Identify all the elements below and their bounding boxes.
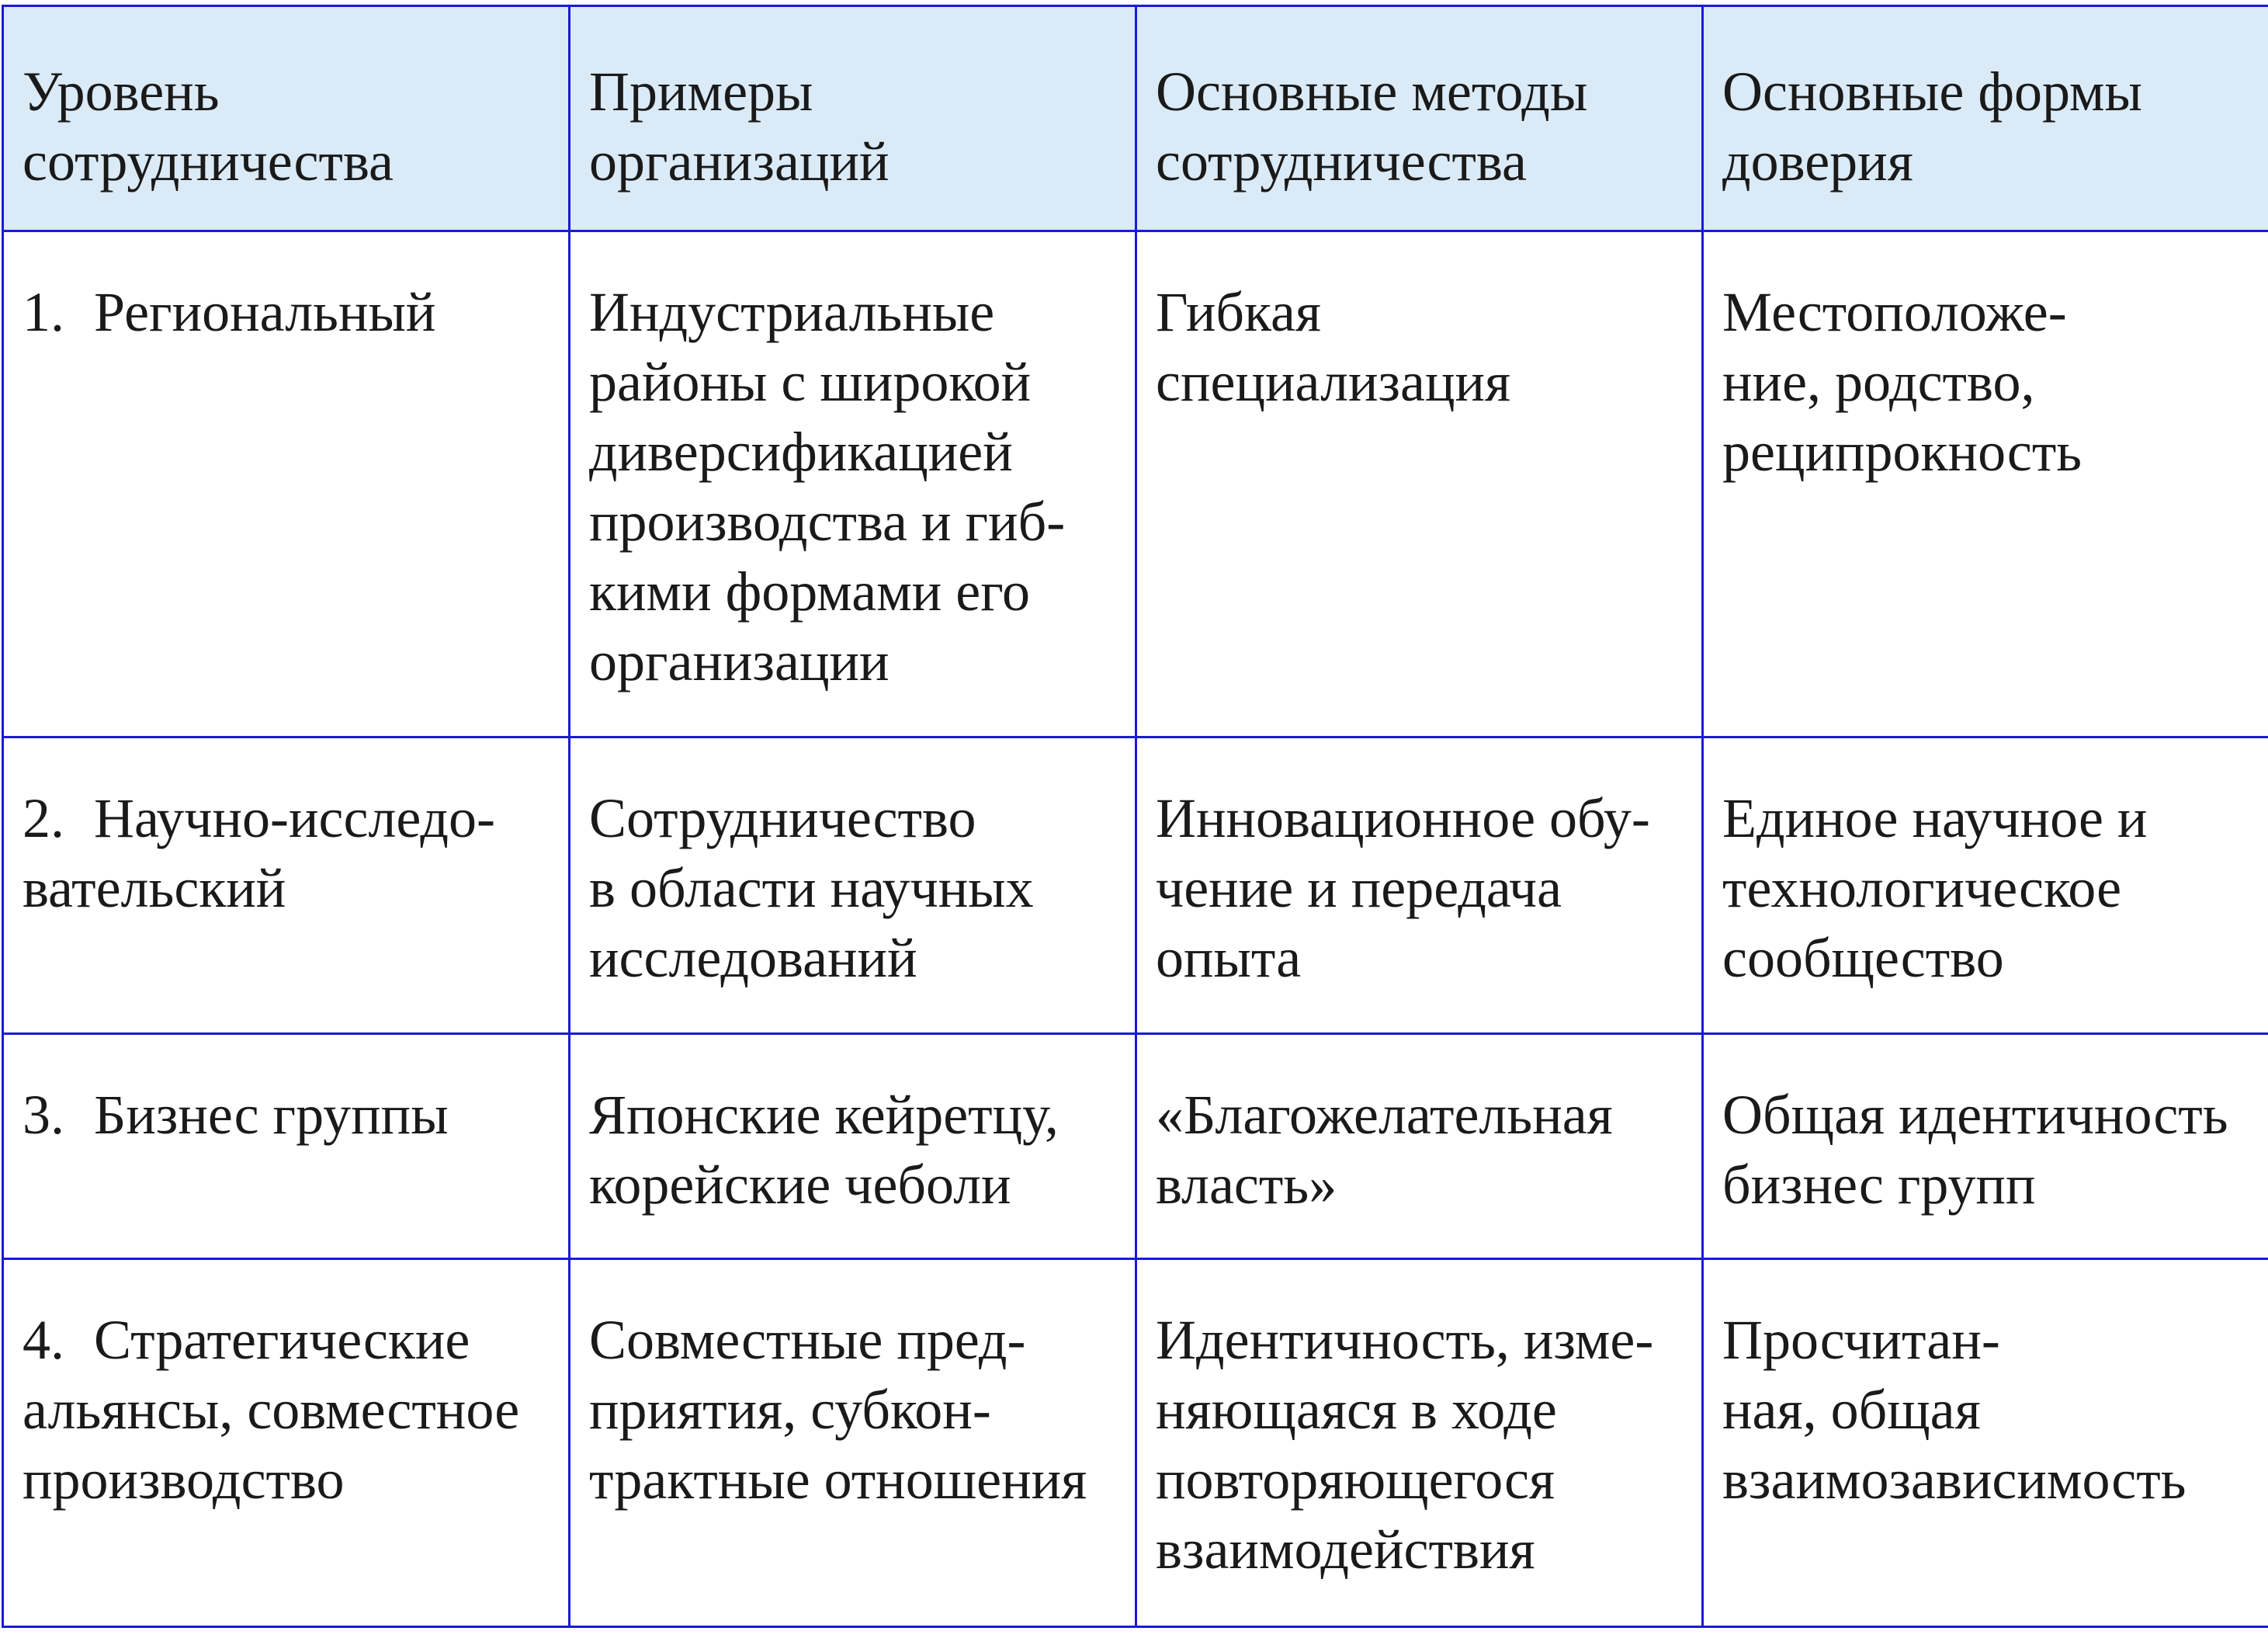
- cell-examples: Сотрудничество в области научных исследований: [570, 737, 1136, 1034]
- cell-trust: Единое научное и технологическое сообщество: [1703, 737, 2268, 1034]
- row-number: 3.: [23, 1084, 64, 1146]
- level-label: Региональный: [94, 281, 436, 343]
- header-organization-examples: Примеры организаций: [570, 6, 1136, 231]
- cell-examples: Индустриальные районы с широкой диверсификацией производства и гиб- кими формами его организации: [570, 231, 1136, 737]
- cooperation-levels-table: [2, 5, 2268, 1628]
- cell-methods: Идентичность, изме- няющаяся в ходе повторяющегося взаимодействия: [1136, 1259, 1703, 1627]
- level-label: Бизнес группы: [94, 1084, 449, 1146]
- table-row: [3, 231, 2268, 737]
- cell-examples: Совместные пред- приятия, субкон- трактные отношения: [570, 1259, 1136, 1627]
- cell-trust: Общая идентичность бизнес групп: [1703, 1034, 2268, 1259]
- table-row: [3, 1259, 2268, 1627]
- cell-methods: Гибкая специализация: [1136, 231, 1703, 737]
- cell-level: [3, 1259, 570, 1627]
- row-number: 2.: [23, 787, 64, 849]
- cell-trust: Просчитан- ная, общая взаимозависимость: [1703, 1259, 2268, 1627]
- cell-level: [3, 231, 570, 737]
- header-cooperation-methods: Основные методы сотрудничества: [1136, 6, 1703, 231]
- level-label: Научно-исследо- вательский: [23, 787, 496, 919]
- header-cooperation-level: Уровень сотрудничества: [3, 6, 570, 231]
- cell-methods: «Благожелательная власть»: [1136, 1034, 1703, 1259]
- header-trust-forms: Основные формы доверия: [1703, 6, 2268, 231]
- cell-level: [3, 1034, 570, 1259]
- level-label: Стратегические альянсы, совместное производство: [23, 1309, 520, 1511]
- cell-level: [3, 737, 570, 1034]
- row-number: 1.: [23, 281, 64, 343]
- cell-trust: Местоположе- ние, родство, реципрокность: [1703, 231, 2268, 737]
- table-row: [3, 737, 2268, 1034]
- table-row: [3, 1034, 2268, 1259]
- row-number: 4.: [23, 1309, 64, 1371]
- cell-methods: Инновационное обу- чение и передача опыта: [1136, 737, 1703, 1034]
- cell-examples: Японские кейретцу, корейские чеболи: [570, 1034, 1136, 1259]
- table-header-row: [3, 6, 2268, 231]
